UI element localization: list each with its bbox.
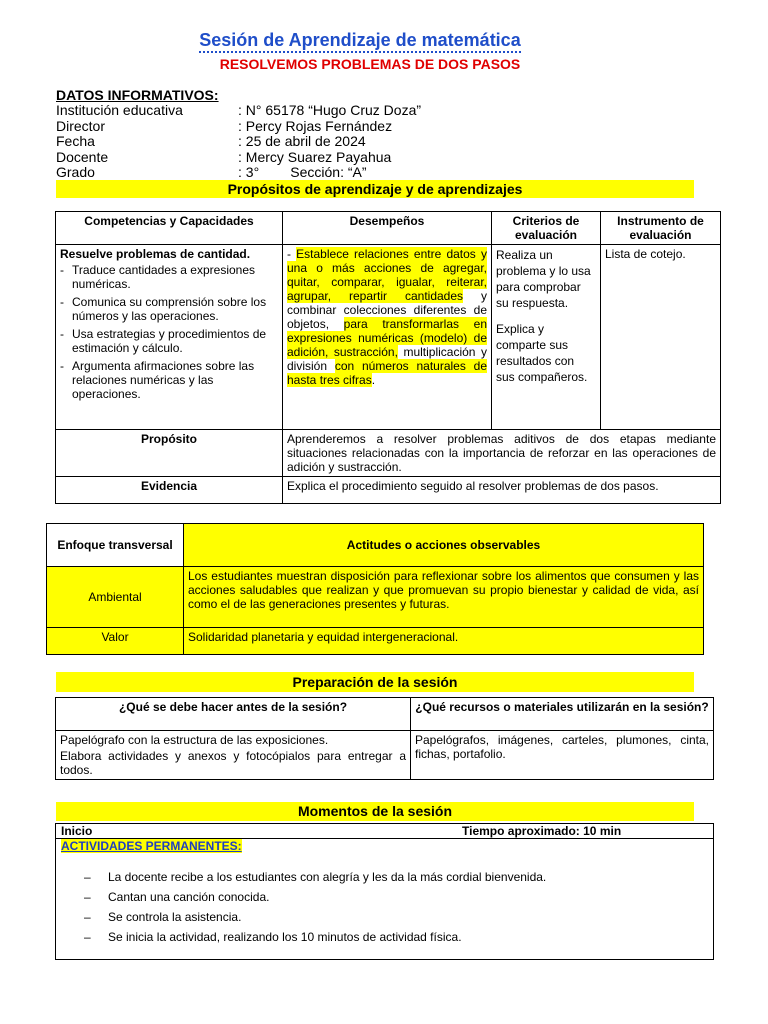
page-title-text: Sesión de Aprendizaje de matemática — [199, 30, 520, 53]
momentos-bar: Momentos de la sesión — [56, 802, 694, 821]
column-header: Criterios de evaluación — [492, 212, 601, 245]
competencias-cell — [56, 245, 283, 430]
preparacion-antes-cell — [56, 731, 411, 780]
column-header: Desempeños — [283, 212, 492, 245]
enfoque-label: Valor — [47, 628, 184, 655]
proposito-label: Propósito — [56, 430, 283, 477]
datos-value: : 3° Sección: “A” — [238, 164, 367, 180]
list-item: – Se inicia la actividad, realizando los 10 minutos de actividad física. — [56, 927, 696, 947]
list-item: - Traduce cantidades a expresiones numéricas. — [60, 263, 278, 291]
propositos-bar: Propósitos de aprendizaje y de aprendizajes — [56, 180, 694, 198]
enfoque-table — [46, 523, 704, 655]
datos-row — [56, 103, 421, 118]
list-item: – Se controla la asistencia. — [56, 907, 696, 927]
datos-value: : Mercy Suarez Payahua — [238, 149, 392, 165]
preparacion-item: Elabora actividades y anexos y fotocópialos para entregar a todos. — [60, 749, 406, 777]
enfoque-text: Los estudiantes muestran disposición para reflexionar sobre los alimentos que consumen y las acciones saludables que realizan y que promuevan su propio bienestar y calidad de vida, así como el de las generaciones presentes y futuras. — [184, 567, 704, 628]
table-row — [56, 430, 721, 477]
column-header: ¿Qué recursos o materiales utilizarán en la sesión? — [411, 698, 714, 731]
preparacion-item: Papelógrafo con la estructura de las exposiciones. — [60, 733, 329, 747]
table-header-row — [56, 698, 714, 731]
competencia-title: Resuelve problemas de cantidad. — [60, 247, 251, 261]
datos-value: : N° 65178 “Hugo Cruz Doza” — [238, 102, 422, 118]
datos-label: Institución educativa — [56, 102, 183, 118]
datos-label: Grado — [56, 164, 95, 180]
page-subtitle: RESOLVEMOS PROBLEMAS DE DOS PASOS — [219, 56, 521, 72]
dash: - — [287, 247, 297, 261]
desempeno-highlight: con números naturales de hasta tres cifras — [287, 359, 487, 387]
actitudes-header: Actitudes o acciones observables — [184, 524, 704, 567]
desempeno-text: multiplicación y división — [287, 345, 487, 373]
tiempo-label: Tiempo aproximado: 10 min — [462, 824, 622, 838]
table-row — [56, 731, 714, 780]
column-header: Instrumento de evaluación — [601, 212, 721, 245]
evidencia-label: Evidencia — [56, 477, 283, 504]
proposito-text: Aprenderemos a resolver problemas aditivos de dos etapas mediante situaciones relacionadas con la importancia de reforzar en las operaciones de adición y sustracción. — [283, 430, 721, 477]
criterio-item: Realiza un problema y lo usa para comprobar su respuesta. — [496, 248, 591, 310]
momentos-inicio-row — [55, 823, 714, 838]
list-item: – La docente recibe a los estudiantes con alegría y les da la más cordial bienvenida. — [56, 867, 696, 887]
datos-value: : 25 de abril de 2024 — [238, 133, 366, 149]
column-header: Competencias y Capacidades — [56, 212, 283, 245]
datos-row — [56, 150, 391, 165]
column-header: ¿Qué se debe hacer antes de la sesión? — [56, 698, 411, 731]
desempeno-text: y combinar colecciones diferentes de objetos, — [287, 289, 487, 331]
enfoque-label: Ambiental — [47, 567, 184, 628]
datos-label: Docente — [56, 149, 109, 165]
table-row — [47, 628, 704, 655]
preparacion-table — [55, 697, 714, 780]
datos-label: Director — [56, 118, 106, 134]
enfoque-header: Enfoque transversal — [47, 524, 184, 567]
capacidades-list — [60, 263, 278, 401]
list-item: – Cantan una canción conocida. — [56, 887, 696, 907]
criterios-cell — [492, 245, 601, 430]
list-item: - Argumenta afirmaciones sobre las relaciones numéricas y las operaciones. — [60, 359, 278, 401]
list-item: - Comunica su comprensión sobre los números y las operaciones. — [60, 295, 278, 323]
desempenos-cell — [283, 245, 492, 430]
inicio-label: Inicio — [61, 824, 93, 838]
desempeno-highlight: para transformarlas en expresiones numéricas (modelo) de adición, sustracción, — [287, 317, 487, 359]
criterio-item: Explica y comparte sus resultados con sus compañeros. — [496, 322, 588, 384]
datos-row — [56, 165, 367, 180]
preparacion-bar: Preparación de la sesión — [56, 672, 694, 692]
datos-heading: DATOS INFORMATIVOS: — [56, 87, 219, 103]
actividades-permanentes-heading: ACTIVIDADES PERMANENTES: — [61, 839, 242, 853]
datos-label: Fecha — [56, 133, 95, 149]
datos-value: : Percy Rojas Fernández — [238, 118, 393, 134]
instrumento-cell: Lista de cotejo. — [601, 245, 721, 430]
actividades-list — [56, 867, 696, 947]
table-header-row — [56, 212, 721, 245]
enfoque-text: Solidaridad planetaria y equidad intergeneracional. — [184, 628, 704, 655]
momentos-content — [55, 838, 714, 960]
list-item: - Usa estrategias y procedimientos de estimación y cálculo. — [60, 327, 278, 355]
datos-row — [56, 134, 366, 149]
desempeno-text: . — [371, 373, 376, 387]
desempeno-highlight: Establece relaciones entre datos y una o más acciones de agregar, quitar, comparar, igualar, reiterar, agrupar, repartir cantidades — [287, 247, 487, 303]
propositos-table — [55, 211, 721, 504]
datos-row — [56, 119, 392, 134]
page-title — [0, 30, 720, 51]
table-header-row — [47, 524, 704, 567]
table-row — [56, 477, 721, 504]
table-row — [47, 567, 704, 628]
table-row — [56, 245, 721, 430]
preparacion-recursos-cell: Papelógrafos, imágenes, carteles, plumones, cinta, fichas, portafolio. — [411, 731, 714, 780]
evidencia-text: Explica el procedimiento seguido al resolver problemas de dos pasos. — [283, 477, 721, 504]
